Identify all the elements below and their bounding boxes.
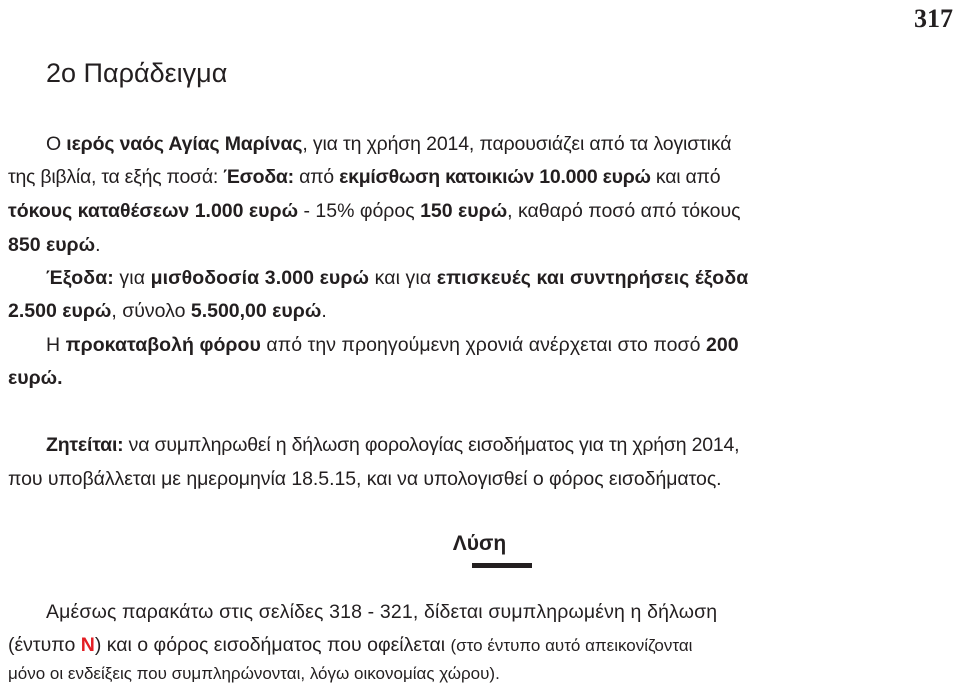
paragraph1-line6: 2.500 ευρώ, σύνολο 5.500,00 ευρώ. [8,300,327,322]
paragraph3-line2: (έντυπο Ν) και ο φόρος εισοδήματος που οφείλεται (στο έντυπο αυτό απεικονίζονται [8,634,693,656]
paragraph2-line1: Ζητείται: να συμπληρωθεί η δήλωση φορολογίας εισοδήματος για τη χρήση 2014, [46,434,740,456]
paragraph2-line2: που υποβάλλεται με ημερομηνία 18.5.15, και να υπολογισθεί ο φόρος εισοδήματος. [8,468,722,490]
paragraph1-line3: τόκους καταθέσεων 1.000 ευρώ - 15% φόρος 150 ευρώ, καθαρό ποσό από τόκους [8,200,741,222]
paragraph1-line7: Η προκαταβολή φόρου από την προηγούμενη χρονιά ανέρχεται στο ποσό 200 [46,334,739,356]
net-interest: 850 ευρώ [8,234,96,256]
rental-income: εκμίσθωση κατοικιών 10.000 ευρώ [339,166,651,188]
interest-income: τόκους καταθέσεων 1.000 ευρώ [8,200,299,222]
solution-underline [472,563,532,568]
solution-title: Λύση [452,532,507,555]
paragraph3-line3: μόνο οι ενδείξεις που συμπληρώνονται, λόγω οικονομίας χώρου). [8,664,500,683]
paragraph1-line1: Ο ιερός ναός Αγίας Μαρίνας, για τη χρήση 2014, παρουσιάζει από τα λογιστικά [46,133,732,155]
example-title: 2ο Παράδειγμα [46,58,228,88]
payroll-expense: μισθοδοσία 3.000 ευρώ [150,267,370,289]
page-number: 317 [914,4,953,33]
requirement-label: Ζητείται: [46,434,124,456]
paragraph1-line4: 850 ευρώ. [8,234,101,256]
form-n-letter: Ν [80,634,95,656]
paragraph1-line2: της βιβλία, τα εξής ποσά: Έσοδα: από εκμίσθωση κατοικιών 10.000 ευρώ και από [8,166,721,188]
repairs-expense: 2.500 ευρώ [8,300,112,322]
repairs-expense-label: επισκευές και συντηρήσεις έξοδα [436,267,749,289]
income-label: Έσοδα: [223,166,294,188]
paragraph1-line5: Έξοδα: για μισθοδοσία 3.000 ευρώ και για επισκευές και συντηρήσεις έξοδα [46,267,749,289]
tax-prepayment-amount: 200 [706,334,739,356]
expenses-label: Έξοδα: [46,267,114,289]
interest-tax: 150 ευρώ [420,200,508,222]
church-name: ιερός ναός Αγίας Μαρίνας [66,133,303,155]
paragraph3-line1: Αμέσως παρακάτω στις σελίδες 318 - 321, δίδεται συμπληρωμένη η δήλωση [46,601,718,623]
paragraph1-line8: ευρώ. [8,367,63,389]
tax-prepayment-label: προκαταβολή φόρου [65,334,261,356]
total-expenses: 5.500,00 ευρώ [190,300,322,322]
